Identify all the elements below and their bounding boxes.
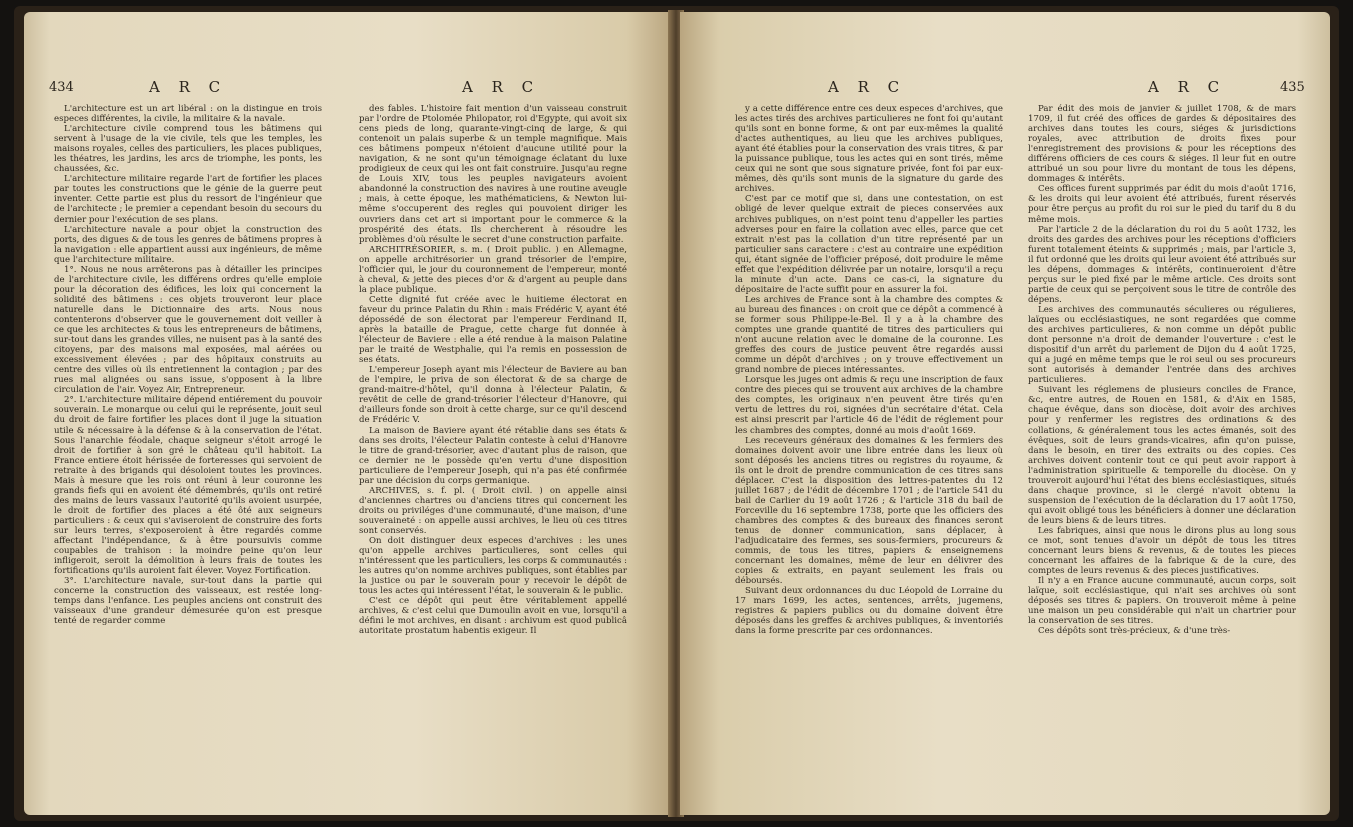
right-running-head-2: A R C [1148,78,1227,96]
paragraph: La maison de Baviere ayant été rétablie dans ses états & dans ses droits, l'électeur Palatin conteste à celui d'Hanovre le titre de grand-trésorier, avec d'autant plus de raison, que ce dernier ne le possède qu'en vertu d'une disposition particuliere de l'empereur Joseph, qui n'a pas été confirmée par une décision du corps germanique. [359,425,627,486]
left-page-number: 434 [49,80,74,95]
paragraph: L'architecture navale a pour objet la construction des ports, des digues & de tous les genres de bâtimens propres à la navigation : elle appartient aussi aux ingénieurs, de même que l'architecture militaire. [54,224,322,265]
paragraph: ARCHIVES, s. f. pl. ( Droit civil. ) on appelle ainsi d'anciennes chartres ou d'anciens titres qui concernent les droits ou priviléges d'une communauté, d'une maison, d'une souveraineté : on appelle aussi archives, le lieu où ces titres sont conservés. [359,485,627,536]
paragraph: C'est par ce motif que si, dans une contestation, on est obligé de lever quelque extrait de pieces conservées aux archives publiques, on n'est point tenu d'appeller les parties adverses pour en faire la collation avec elles, parce que cet extrait n'est pas la collation d'un titre représenté par un particulier sans caractere : c'est au contraire une expédition qui, étant signée de l'officier préposé, doit produire le même effet que l'expédition délivrée par un notaire, lorsqu'il a reçu la minute d'un acte. Dans ce cas-ci, la signature du dépositaire de l'acte suffit pour en assurer la foi. [735,194,1003,295]
paragraph: Les archives de France sont à la chambre des comptes & au bureau des finances : on croit que ce dépôt a commencé à se former sous Philippe-le-Bel. Il y a à la chambre des comptes une grande quantité de titres des particuliers qui n'ont aucune relation avec le domaine de la couronne. Les greffes des cours de justice peuvent être regardés aussi comme un dépôt d'archives ; on y trouve effectivement un grand nombre de pieces intéressantes. [735,294,1003,376]
paragraph: des fables. L'histoire fait mention d'un vaisseau construit par l'ordre de Ptolomée Philopator, roi d'Egypte, qui avoit six cens pieds de long, quarante-vingt-cinq de large, & qui contenoit un palais superbe & un temple magnifique. Mais ces bâtimens pompeux n'étoient d'aucune utilité pour la navigation, & ne sont qu'un témoignage éclatant du luxe prodigieux de ceux qui les ont fait construire. Jusqu'au regne de Louis XIV, tous les peuples navigateurs avoient abandonné la construction des navires à une routine aveugle ; mais, à cette époque, les mathématiciens, & Newton lui-même s'occuperent des regles qui pouvoient diriger les ouvriers dans cet art si important pour le commerce & la prospérité des états. Ils chercherent à résoudre les problèmes d'où résulte le secret d'une construction parfaite. [359,104,627,245]
paragraph: 1°. Nous ne nous arrêterons pas à détailler les principes de l'architecture civile, les différens ordres qu'elle emploie pour la décoration des édifices, les loix qui concernent la solidité des bâtimens : ces objets trouveront leur place naturelle dans le Dictionnaire des arts. Nous nous contenterons d'observer que le gouvernement doit veiller à ce que les architectes & tous les entrepreneurs de bâtimens, sur-tout dans les grandes villes, ne nuisent pas à la santé des citoyens, par des maisons mal exposées, mal aérées ou excessivement élevées ; par des hôpitaux construits au centre des villes où ils entretiennent la contagion ; par des rues mal alignées ou sans issue, s'opposent à la libre circulation de l'air. Voyez Air, Entrepreneur. [54,264,322,396]
paragraph: L'architecture civile comprend tous les bâtimens qui servent à l'usage de la vie civile, tels que les temples, les maisons royales, celles des particuliers, les places publiques, les théatres, les jardins, les arcs de triomphe, les ponts, les chaussées, &c. [54,124,322,175]
paragraph: Les receveurs généraux des domaines & les fermiers des domaines doivent avoir une libre entrée dans les lieux où sont déposés les anciens titres ou registres du royaume, & ils ont le droit de prendre communication de ces titres sans déplacer. C'est la disposition des lettres-patentes du 12 juillet 1687 ; de l'édit de décembre 1701 ; de l'article 541 du bail de Carlier du 19 août 1726 ; & l'article 318 du bail de Forceville du 16 septembre 1738, porte que les officiers des chambres des comptes & des bureaux des finances seront tenus de donner communication, sans déplacer, à l'adjudicataire des fermes, ses sous-fermiers, procureurs & commis, de tous les titres, papiers & enseignemens concernant les domaines, même de leur en délivrer des copies & extraits, en payant seulement les frais ou déboursés. [735,435,1003,587]
paragraph: y a cette différence entre ces deux especes d'archives, que les actes tirés des archives particulieres ne font foi qu'autant qu'ils sont en bonne forme, & ont par eux-mêmes la qualité d'actes authentiques, au lieu que les archives publiques, ayant été établies pour la conservation des vrais titres, & par la puissance publique, tous les actes qui en sont tirés, même ceux qui ne sont que sous signature privée, font foi par eux-mêmes, dès qu'ils sont munis de la signature du garde des archives. [735,104,1003,195]
left-column-2 [359,104,627,804]
left-page-header [24,78,672,100]
paragraph: Suivant les réglemens de plusieurs conciles de France, &c, entre autres, de Rouen en 1581, & d'Aix en 1585, chaque évêque, dans son diocèse, doit avoir des archives pour y renfermer les registres des ordinations & des collations, & généralement tous les actes émanés, soit des évêques, soit de leurs grands-vicaires, afin qu'on puisse, dans le besoin, en tirer des extraits ou des copies. Ces archives doivent contenir tout ce qui peut avoir rapport à l'administration spirituelle & temporelle du diocèse. On y trouveroit aujourd'hui l'état des biens ecclésiastiques, situés dans chaque province, si le clergé n'avoit obtenu la suspension de l'exécution de la déclaration du 17 août 1750, qui avoit obligé tous les bénéficiers à donner une déclaration de leurs biens & de leurs titres. [1028,385,1296,526]
paragraph: Les archives des communautés séculieres ou régulieres, laïques ou ecclésiastiques, ne sont regardées que comme des archives particulieres, & non comme un dépôt public dont personne n'a droit de demander l'ouverture : c'est le dispositif d'un arrêt du parlement de Dijon du 4 août 1725, qui a jugé en même temps que le roi seul ou ses procureurs sont autorisés à demander l'entrée dans des archives particulieres. [1028,304,1296,386]
left-running-head-2: A R C [462,78,541,96]
paragraph: Par l'article 2 de la déclaration du roi du 5 août 1732, les droits des gardes des archives pour les réceptions d'officiers furent totalement éteints & supprimés ; mais, par l'article 3, il fut ordonné que les droits qui leur avoient été attribués sur les dépens, dommages & intérêts, continueroient d'être perçus sur le pied fixé par le même article. Ces droits sont partie de ceux qui se perçoivent sous le titre de contrôle des dépens. [1028,224,1296,305]
paragraph: C'est ce dépôt qui peut être véritablement appellé archives, & c'est celui que Dumoulin avoit en vue, lorsqu'il a défini le mot archives, en disant : archivum est quod publicâ autoritate prostatum habentis exigeur. Il [359,596,627,637]
right-running-head-1: A R C [828,78,907,96]
left-column-1 [54,104,322,804]
right-column-1 [735,104,1003,804]
paragraph: ARCHITRÉSORIER, s. m. ( Droit public. ) en Allemagne, on appelle architrésorier un grand trésorier de l'empire, l'officier qui, le jour du couronnement de l'empereur, monté à cheval, & jette des pieces d'or & d'argent au peuple dans la place publique. [359,244,627,295]
paragraph: Suivant deux ordonnances du duc Léopold de Lorraine du 17 mars 1699, les actes, sentences, arrêts, jugemens, registres & papiers publics ou du domaine doivent être déposés dans les greffes & archives publiques, & inventoriés dans la forme prescrite par ces ordonnances. [735,586,1003,637]
paragraph: Il n'y a en France aucune communauté, aucun corps, soit laïque, soit ecclésiastique, qui n'ait ses archives où sont déposés ses titres & papiers. On trouveroit même à peine une maison un peu considérable qui n'ait un chartrier pour la conservation de ses titres. [1028,576,1296,627]
right-page [680,12,1330,815]
left-running-head-1: A R C [149,78,228,96]
paragraph: 2°. L'architecture militaire dépend entiérement du pouvoir souverain. Le monarque ou celui qui le représente, jouit seul du droit de faire fortifier les places dont il juge la situation utile & nécessaire à la défense & à la conservation de l'état. Sous l'anarchie féodale, chaque seigneur s'étoit arrogé le droit de fortifier à son gré le château qu'il habitoit. La France entiere étoit hérissée de forteresses qui servoient de retraite à des brigands qui désoloient toutes les provinces. Mais à mesure que les rois ont réuni à leur couronne les grands fiefs qui en avoient été démembrés, qu'ils ont retiré des mains de leurs vassaux l'autorité qu'ils avoient usurpée, le droit de fortifier des places a été ôté aux seigneurs particuliers : & ceux qui s'aviseroient de construire des forts sur leurs terres, s'exposeroient à être regardés comme affectant l'indépendance, & à être poursuivis comme coupables de trahison : la moindre peine qu'on leur infligeroit, seroit la démolition à leurs frais de toutes les fortifications qu'ils auroient fait élever. Voyez Fortification. [54,395,322,577]
paragraph: L'empereur Joseph ayant mis l'électeur de Baviere au ban de l'empire, le priva de son électorat & de sa charge de grand-maitre-d'hôtel, qu'il donna à l'électeur Palatin, & revêtit de celle de grand-trésorier l'électeur d'Hanovre, qui d'ailleurs fonde son droit à cette charge, sur ce qu'il descend de Frédéric V. [359,365,627,426]
paragraph: Ces offices furent supprimés par édit du mois d'août 1716, & les droits qui leur avoient été attribués, furent réservés pour être perçus au profit du roi sur le pied du tarif du 8 du même mois. [1028,184,1296,225]
paragraph: Lorsque les juges ont admis & reçu une inscription de faux contre des pieces qui se trouvent aux archives de la chambre des comptes, les originaux n'en peuvent être tirés qu'en vertu de lettres du roi, signées d'un secrétaire d'état. Cela est ainsi prescrit par l'article 46 de l'édit de réglement pour les chambres des comptes, donné au mois d'août 1669. [735,375,1003,436]
right-page-number: 435 [1280,80,1305,95]
paragraph: Cette dignité fut créée avec le huitieme électorat en faveur du prince Palatin du Rhin : mais Frédéric V, ayant été dépossédé de son électorat par l'empereur Ferdinand II, après la bataille de Prague, cette charge fut donnée à l'électeur de Baviere : elle a été rendue à la maison Palatine par le traité de Westphalie, qui l'a remis en possession de ses états. [359,294,627,366]
left-page [24,12,672,815]
right-column-2 [1028,104,1296,804]
book-spread [14,6,1339,821]
right-page-header [680,78,1330,100]
paragraph: Par édit des mois de janvier & juillet 1708, & de mars 1709, il fut créé des offices de gardes & dépositaires des archives dans toutes les cours, siéges & jurisdictions royales, avec attribution de droits fixes pour l'enregistrement des provisions & pour les réceptions des différens officiers de ces cours & siéges. Il leur fut en outre attribué un sou pour livre du montant de tous les dépens, dommages & intérêts. [1028,104,1296,185]
paragraph: L'architecture militaire regarde l'art de fortifier les places par toutes les constructions que le génie de la guerre peut inventer. Cette partie est plus du ressort de l'ingénieur que de l'architecte ; le premier a cependant besoin du secours du dernier pour l'exécution de ses plans. [54,174,322,225]
paragraph: 3°. L'architecture navale, sur-tout dans la partie qui concerne la construction des vaisseaux, est restée long-temps dans l'enfance. Les peuples anciens ont construit des vaisseaux d'une grandeur démesurée qu'on est presque tenté de regarder comme [54,576,322,627]
paragraph: Les fabriques, ainsi que nous le dirons plus au long sous ce mot, sont tenues d'avoir un dépôt de tous les titres concernant leurs biens & revenus, & de toutes les pieces concernant les affaires de la fabrique & de la cure, des comptes de leurs revenus & des pieces justificatives. [1028,525,1296,577]
paragraph: Ces dépôts sont très-précieux, & d'une très- [1038,626,1231,637]
paragraph: L'architecture est un art libéral : on la distingue en trois especes différentes, la civile, la militaire & la navale. [54,104,322,125]
paragraph: On doit distinguer deux especes d'archives : les unes qu'on appelle archives particulieres, sont celles qui n'intéressent que les particuliers, les corps & communautés : les autres qu'on nomme archives publiques, sont établies par la justice ou par le souverain pour y recevoir le dépôt de tous les actes qui intéressent l'état, le souverain & le public. [359,536,627,597]
